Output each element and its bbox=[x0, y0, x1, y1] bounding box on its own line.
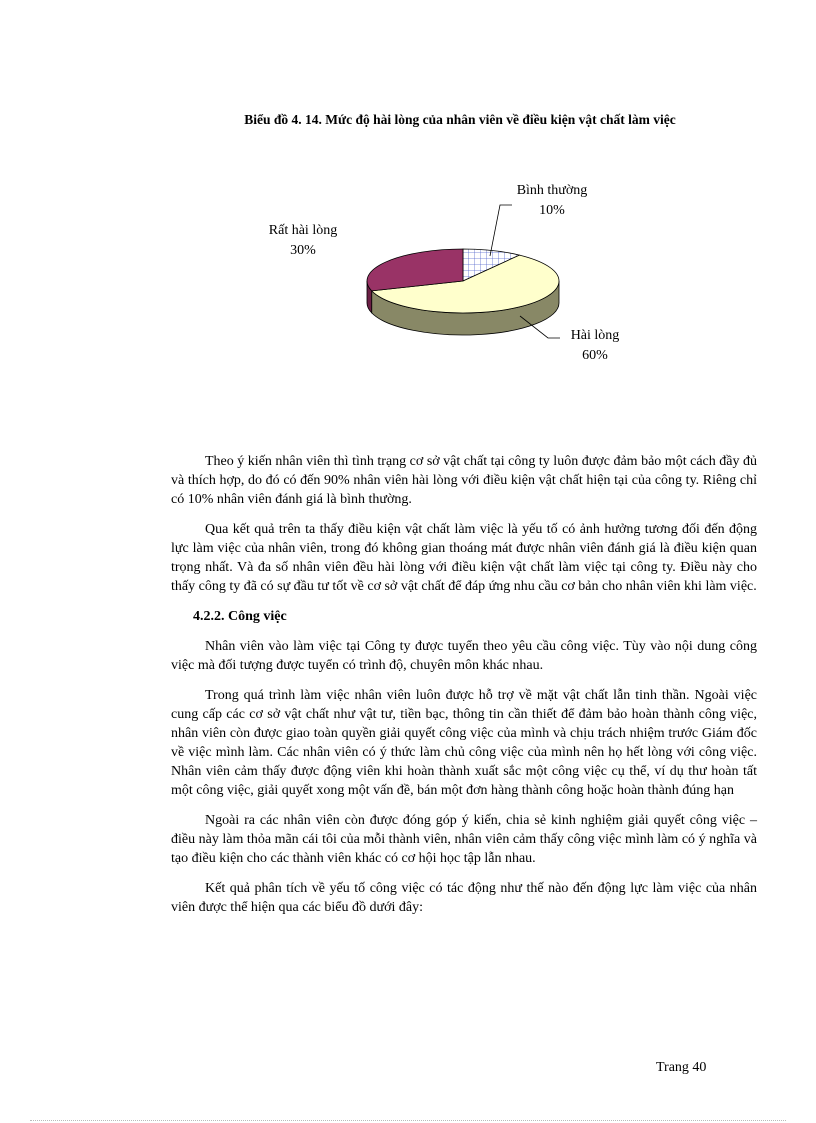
slice-label-value: 10% bbox=[539, 203, 565, 218]
slice-label-name: Hài lòng bbox=[570, 328, 620, 343]
section-heading: 4.2.2. Công việc bbox=[193, 609, 287, 624]
slice-label-name: Rất hài lòng bbox=[268, 223, 338, 238]
paragraph: Nhân viên vào làm việc tại Công ty được tuyển theo yêu cầu công việc. Tùy vào nội dung công việc mà đối tượng được tuyển có trình độ, chuyên môn khác nhau. bbox=[171, 639, 757, 673]
paragraph: Kết quả phân tích về yếu tố công việc có tác động như thế nào đến động lực làm việc của nhân viên được thể hiện qua các biểu đồ dưới đây: bbox=[171, 881, 757, 915]
paragraph: Qua kết quả trên ta thấy điều kiện vật chất làm việc là yếu tố có ảnh hưởng tương đối đến động lực làm việc của nhân viên, trong đó không gian thoáng mát được nhân viên đánh giá là điều kiện quan trọng nhất. Và đa số nhân viên đều hài lòng với điều kiện vật chất làm việc tại công ty. Điều này cho thấy công ty đã có sự đầu tư tốt về cơ sở vật chất để đáp ứng nhu cầu cơ bản cho nhân viên khi làm việc. bbox=[171, 522, 757, 594]
label-rat-hai-long bbox=[248, 221, 358, 261]
page-bottom-border bbox=[30, 1120, 786, 1121]
slice-label-value: 30% bbox=[290, 243, 316, 258]
label-binh-thuong bbox=[497, 181, 607, 221]
paragraph: Trong quá trình làm việc nhân viên luôn được hỗ trợ về mặt vật chất lẫn tinh thần. Ngoài việc cung cấp các cơ sở vật chất như vật tư, tiền bạc, thông tin cần thiết để đảm bảo hoàn thành công việc, nhân viên còn được giao toàn quyền giải quyết công việc của mình và chịu trách nhiệm trước Giám đốc về việc mình làm. Các nhân viên có ý thức làm chủ công việc của mình nên họ hết lòng với công việc. Nhân viên cảm thấy được động viên khi hoàn thành xuất sắc một công việc cụ thể, ví dụ thư hoàn tất một công việc, giải quyết xong một vấn đề, bán một đơn hàng thành công hoặc hoàn thành đúng hạn bbox=[171, 688, 757, 798]
slice-label-name: Bình thường bbox=[516, 183, 588, 198]
paragraph: Ngoài ra các nhân viên còn được đóng góp ý kiến, chia sẻ kinh nghiệm giải quyết công việc – điều này làm thỏa mãn cái tôi của mỗi thành viên, nhân viên cảm thấy công việc mình làm có ý nghĩa và tạo điều kiện cho các thành viên khác có cơ hội học tập lẫn nhau. bbox=[171, 813, 757, 866]
page-number: Trang 40 bbox=[656, 1060, 707, 1075]
body-text bbox=[171, 452, 757, 928]
label-hai-long bbox=[540, 326, 650, 366]
paragraph: Theo ý kiến nhân viên thì tình trạng cơ sở vật chất tại công ty luôn được đảm bảo một cách đầy đủ và thích hợp, do đó có đến 90% nhân viên hài lòng với điều kiện vật chất hiện tại của công ty. Riêng chỉ có 10% nhân viên đánh giá là bình thường. bbox=[171, 454, 757, 507]
chart-title: Biểu đồ 4. 14. Mức độ hài lòng của nhân viên về điều kiện vật chất làm việc bbox=[244, 112, 676, 127]
slice-label-value: 60% bbox=[582, 348, 608, 363]
pie-chart bbox=[0, 0, 816, 440]
